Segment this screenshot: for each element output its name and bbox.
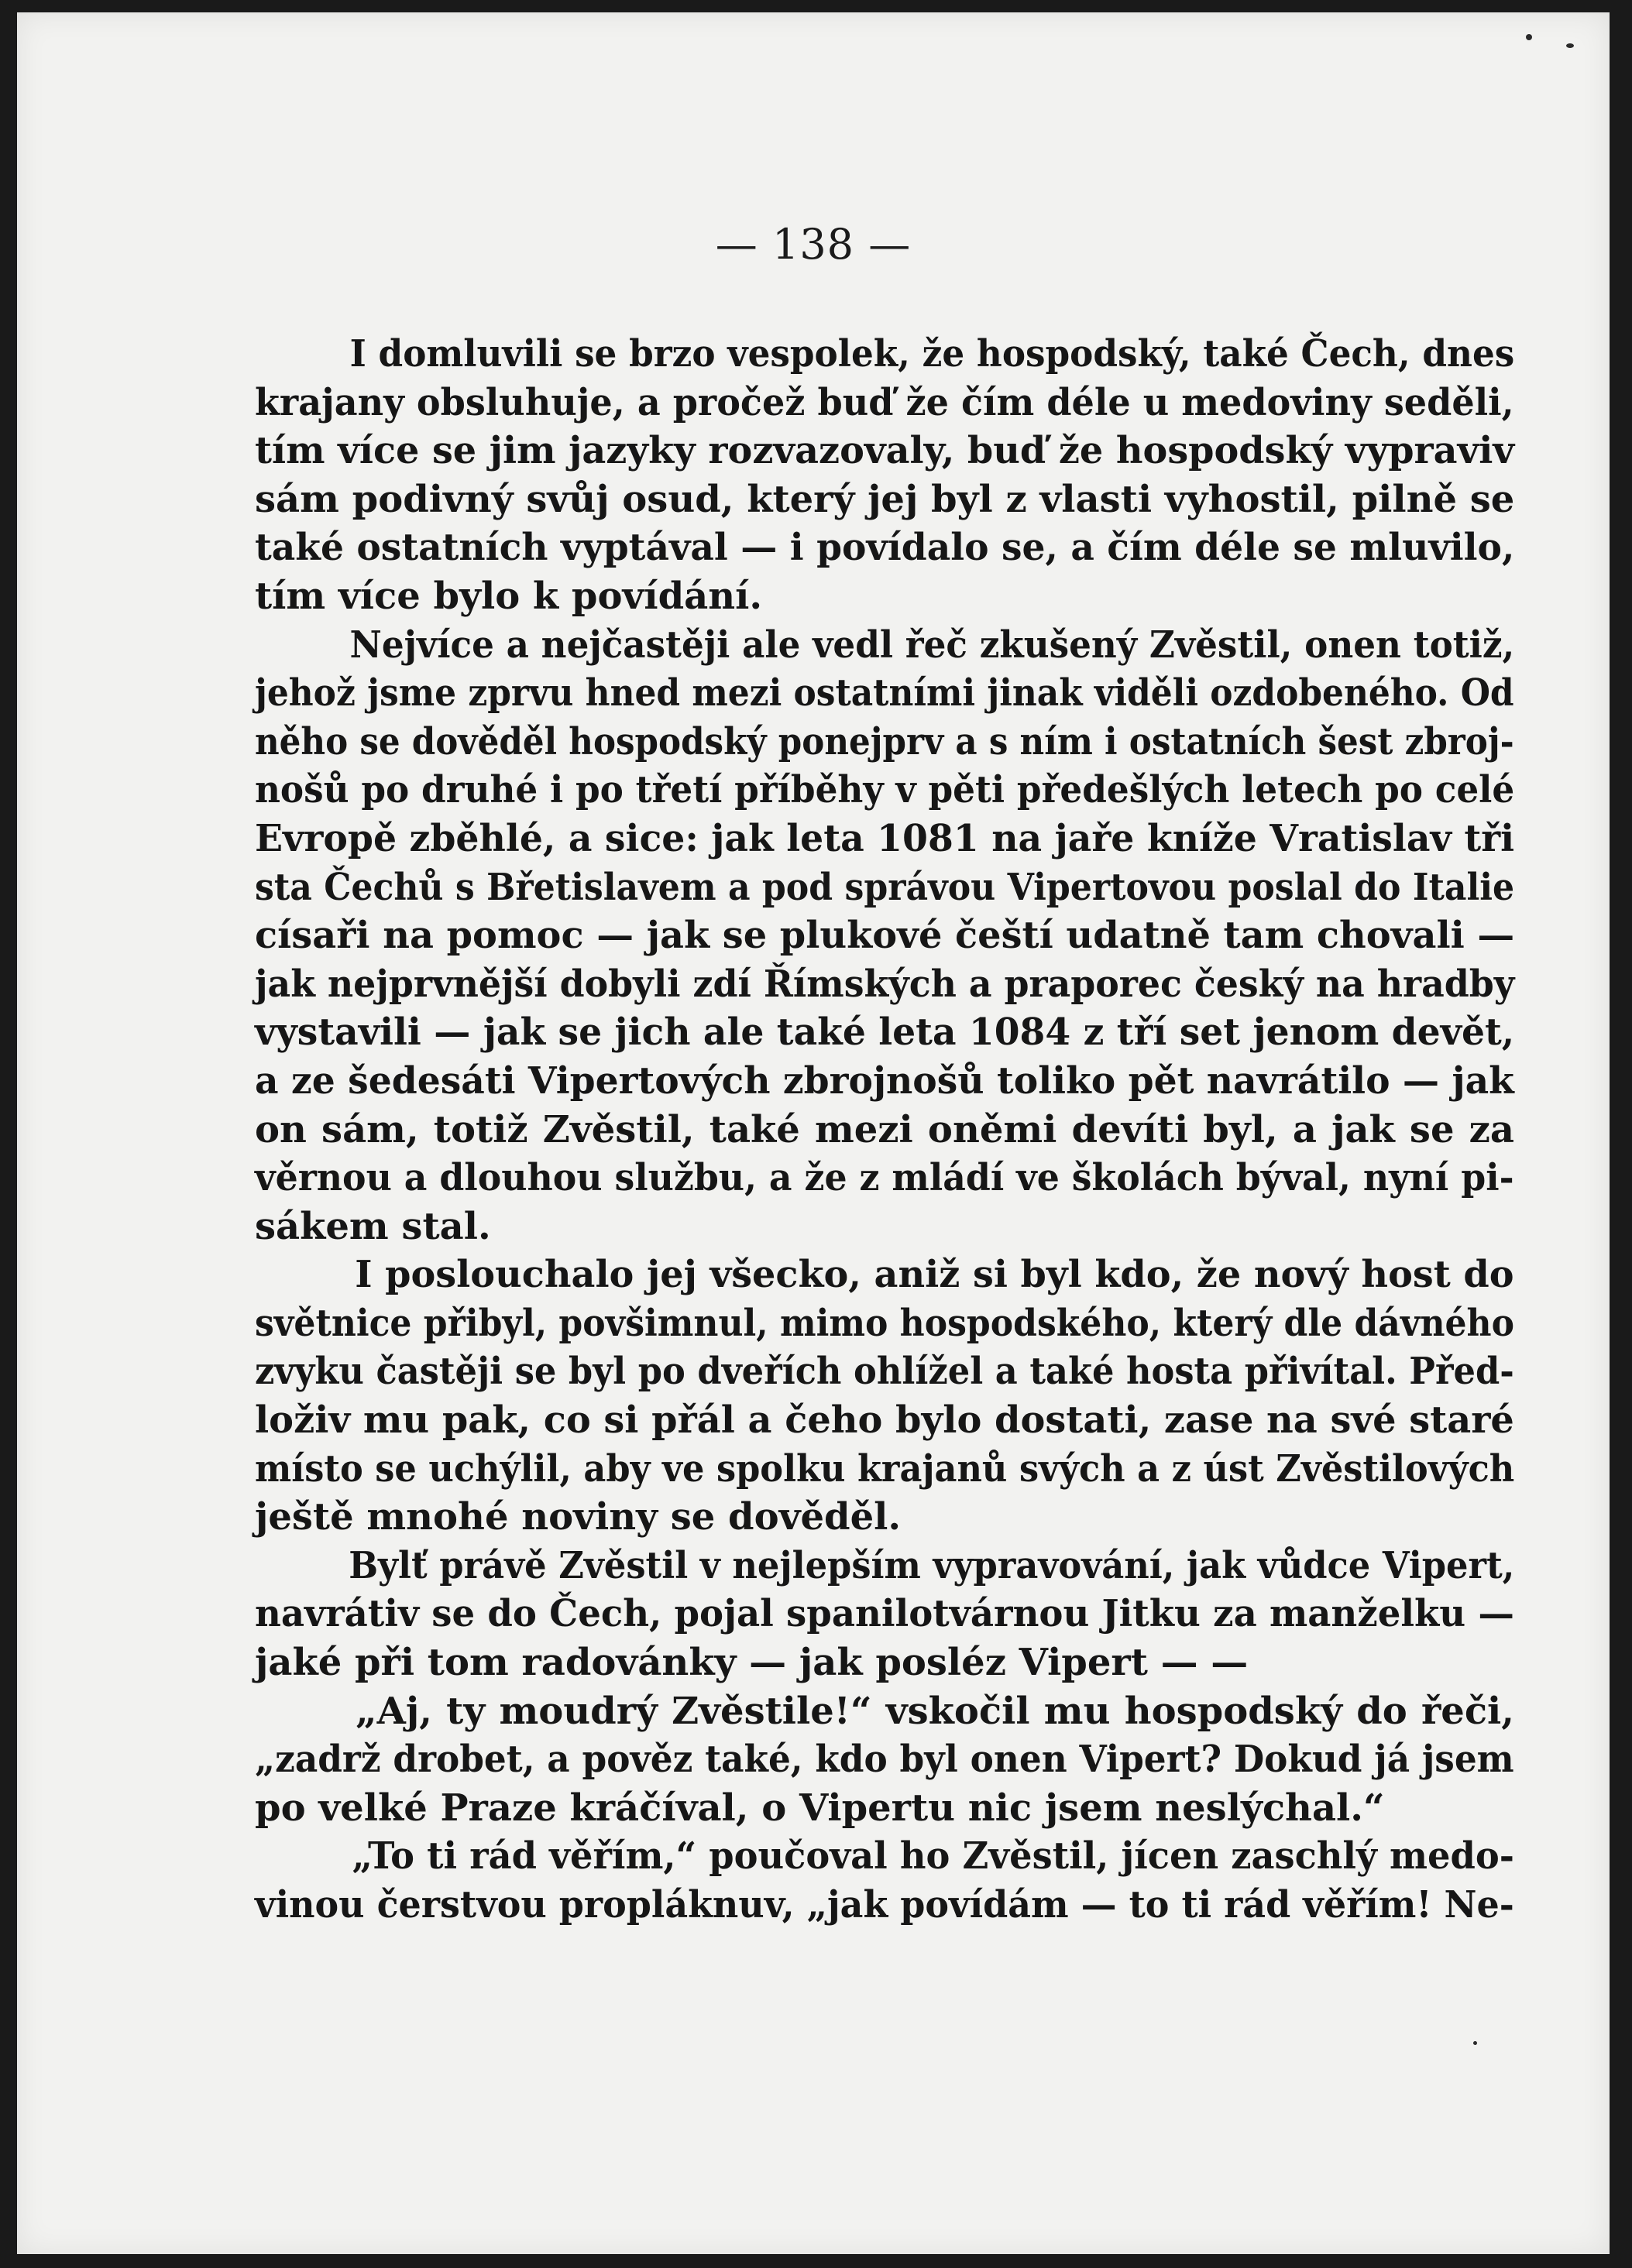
- text-line: navrátiv se do Čech, pojal spanilotvárnou Jitku za manželku —: [255, 1592, 1514, 1636]
- text-line: světnice přibyl, povšimnul, mimo hospodského, který dle dávného: [255, 1301, 1514, 1345]
- text-line: po velké Praze kráčíval, o Vipertu nic jsem neslýchal.“: [255, 1786, 1385, 1830]
- text-line: místo se uchýlil, aby ve spolku krajanů svých a z úst Zvěstilových: [255, 1446, 1515, 1491]
- print-speck: [1566, 43, 1574, 48]
- text-line: jaké při tom radovánky — jak posléz Vipert — —: [255, 1641, 1249, 1685]
- text-line: I domluvili se brzo vespolek, že hospodský, také Čech, dnes: [349, 332, 1515, 376]
- text-line: ještě mnohé noviny se dověděl.: [255, 1495, 902, 1539]
- text-line: jehož jsme zprvu hned mezi ostatními jinak viděli ozdobeného. Od: [255, 671, 1514, 715]
- text-line: Evropě zběhlé, a sice: jak leta 1081 na jaře kníže Vratislav tři: [255, 816, 1515, 860]
- body-text: [255, 330, 1514, 1930]
- text-line: také ostatních vyptával — i povídalo se, a čím déle se mluvilo,: [255, 526, 1515, 570]
- print-speck: [1473, 2041, 1477, 2045]
- text-line: sákem stal.: [255, 1204, 491, 1248]
- text-line: sám podivný svůj osud, který jej byl z vlasti vyhostil, pilně se: [255, 477, 1515, 521]
- text-line: „zadrž drobet, a pověz také, kdo byl onen Vipert? Dokud já jsem: [255, 1738, 1514, 1782]
- text-line: a ze šedesáti Vipertových zbrojnošů toliko pět navrátilo — jak: [255, 1059, 1514, 1103]
- text-line: něho se dověděl hospodský ponejprv a s ním i ostatních šest zbroj-: [255, 719, 1514, 763]
- text-line: on sám, totiž Zvěstil, také mezi oněmi devíti byl, a jak se za: [255, 1107, 1514, 1151]
- text-line: císaři na pomoc — jak se plukové čeští udatně tam chovali —: [255, 914, 1515, 958]
- text-line: vystavili — jak se jich ale také leta 1084 z tří set jenom devět,: [255, 1010, 1515, 1055]
- print-speck: [1526, 34, 1532, 40]
- text-line: „Aj, ty moudrý Zvěstile!“ vskočil mu hospodský do řeči,: [356, 1689, 1514, 1733]
- text-line: I poslouchalo jej všecko, aniž si byl kdo, že nový host do: [355, 1253, 1514, 1297]
- book-page: [17, 12, 1610, 2254]
- text-line: krajany obsluhuje, a pročež buď že čím déle u medoviny seděli,: [255, 380, 1514, 424]
- page-number: — 138 —: [715, 220, 912, 269]
- text-line: tím více bylo k povídání.: [255, 574, 763, 618]
- text-line: „To ti rád věřím,“ poučoval ho Zvěstil, jícen zaschlý medo-: [352, 1834, 1514, 1879]
- text-line: věrnou a dlouhou službu, a že z mládí ve školách býval, nyní pi-: [255, 1156, 1514, 1200]
- text-line: loživ mu pak, co si přál a čeho bylo dostati, zase na své staré: [255, 1398, 1514, 1443]
- text-line: nošů po druhé i po třetí příběhy v pěti předešlých letech po celé: [255, 768, 1515, 812]
- text-line: Nejvíce a nejčastěji ale vedl řeč zkušený Zvěstil, onen totiž,: [349, 623, 1515, 667]
- text-line: vinou čerstvou propláknuv, „jak povídám — to ti rád věřím! Ne-: [255, 1883, 1514, 1927]
- text-line: Bylť právě Zvěstil v nejlepším vypravování, jak vůdce Vipert,: [349, 1543, 1515, 1587]
- text-line: zvyku častěji se byl po dveřích ohlížel a také hosta přivítal. Před-: [255, 1350, 1514, 1394]
- text-line: sta Čechů s Břetislavem a pod správou Vipertovou poslal do Italie: [255, 865, 1515, 909]
- text-line: tím více se jim jazyky rozvazovaly, buď že hospodský vypraviv: [255, 429, 1515, 473]
- text-line: jak nejprvnější dobyli zdí Římských a praporec český na hradby: [255, 962, 1515, 1006]
